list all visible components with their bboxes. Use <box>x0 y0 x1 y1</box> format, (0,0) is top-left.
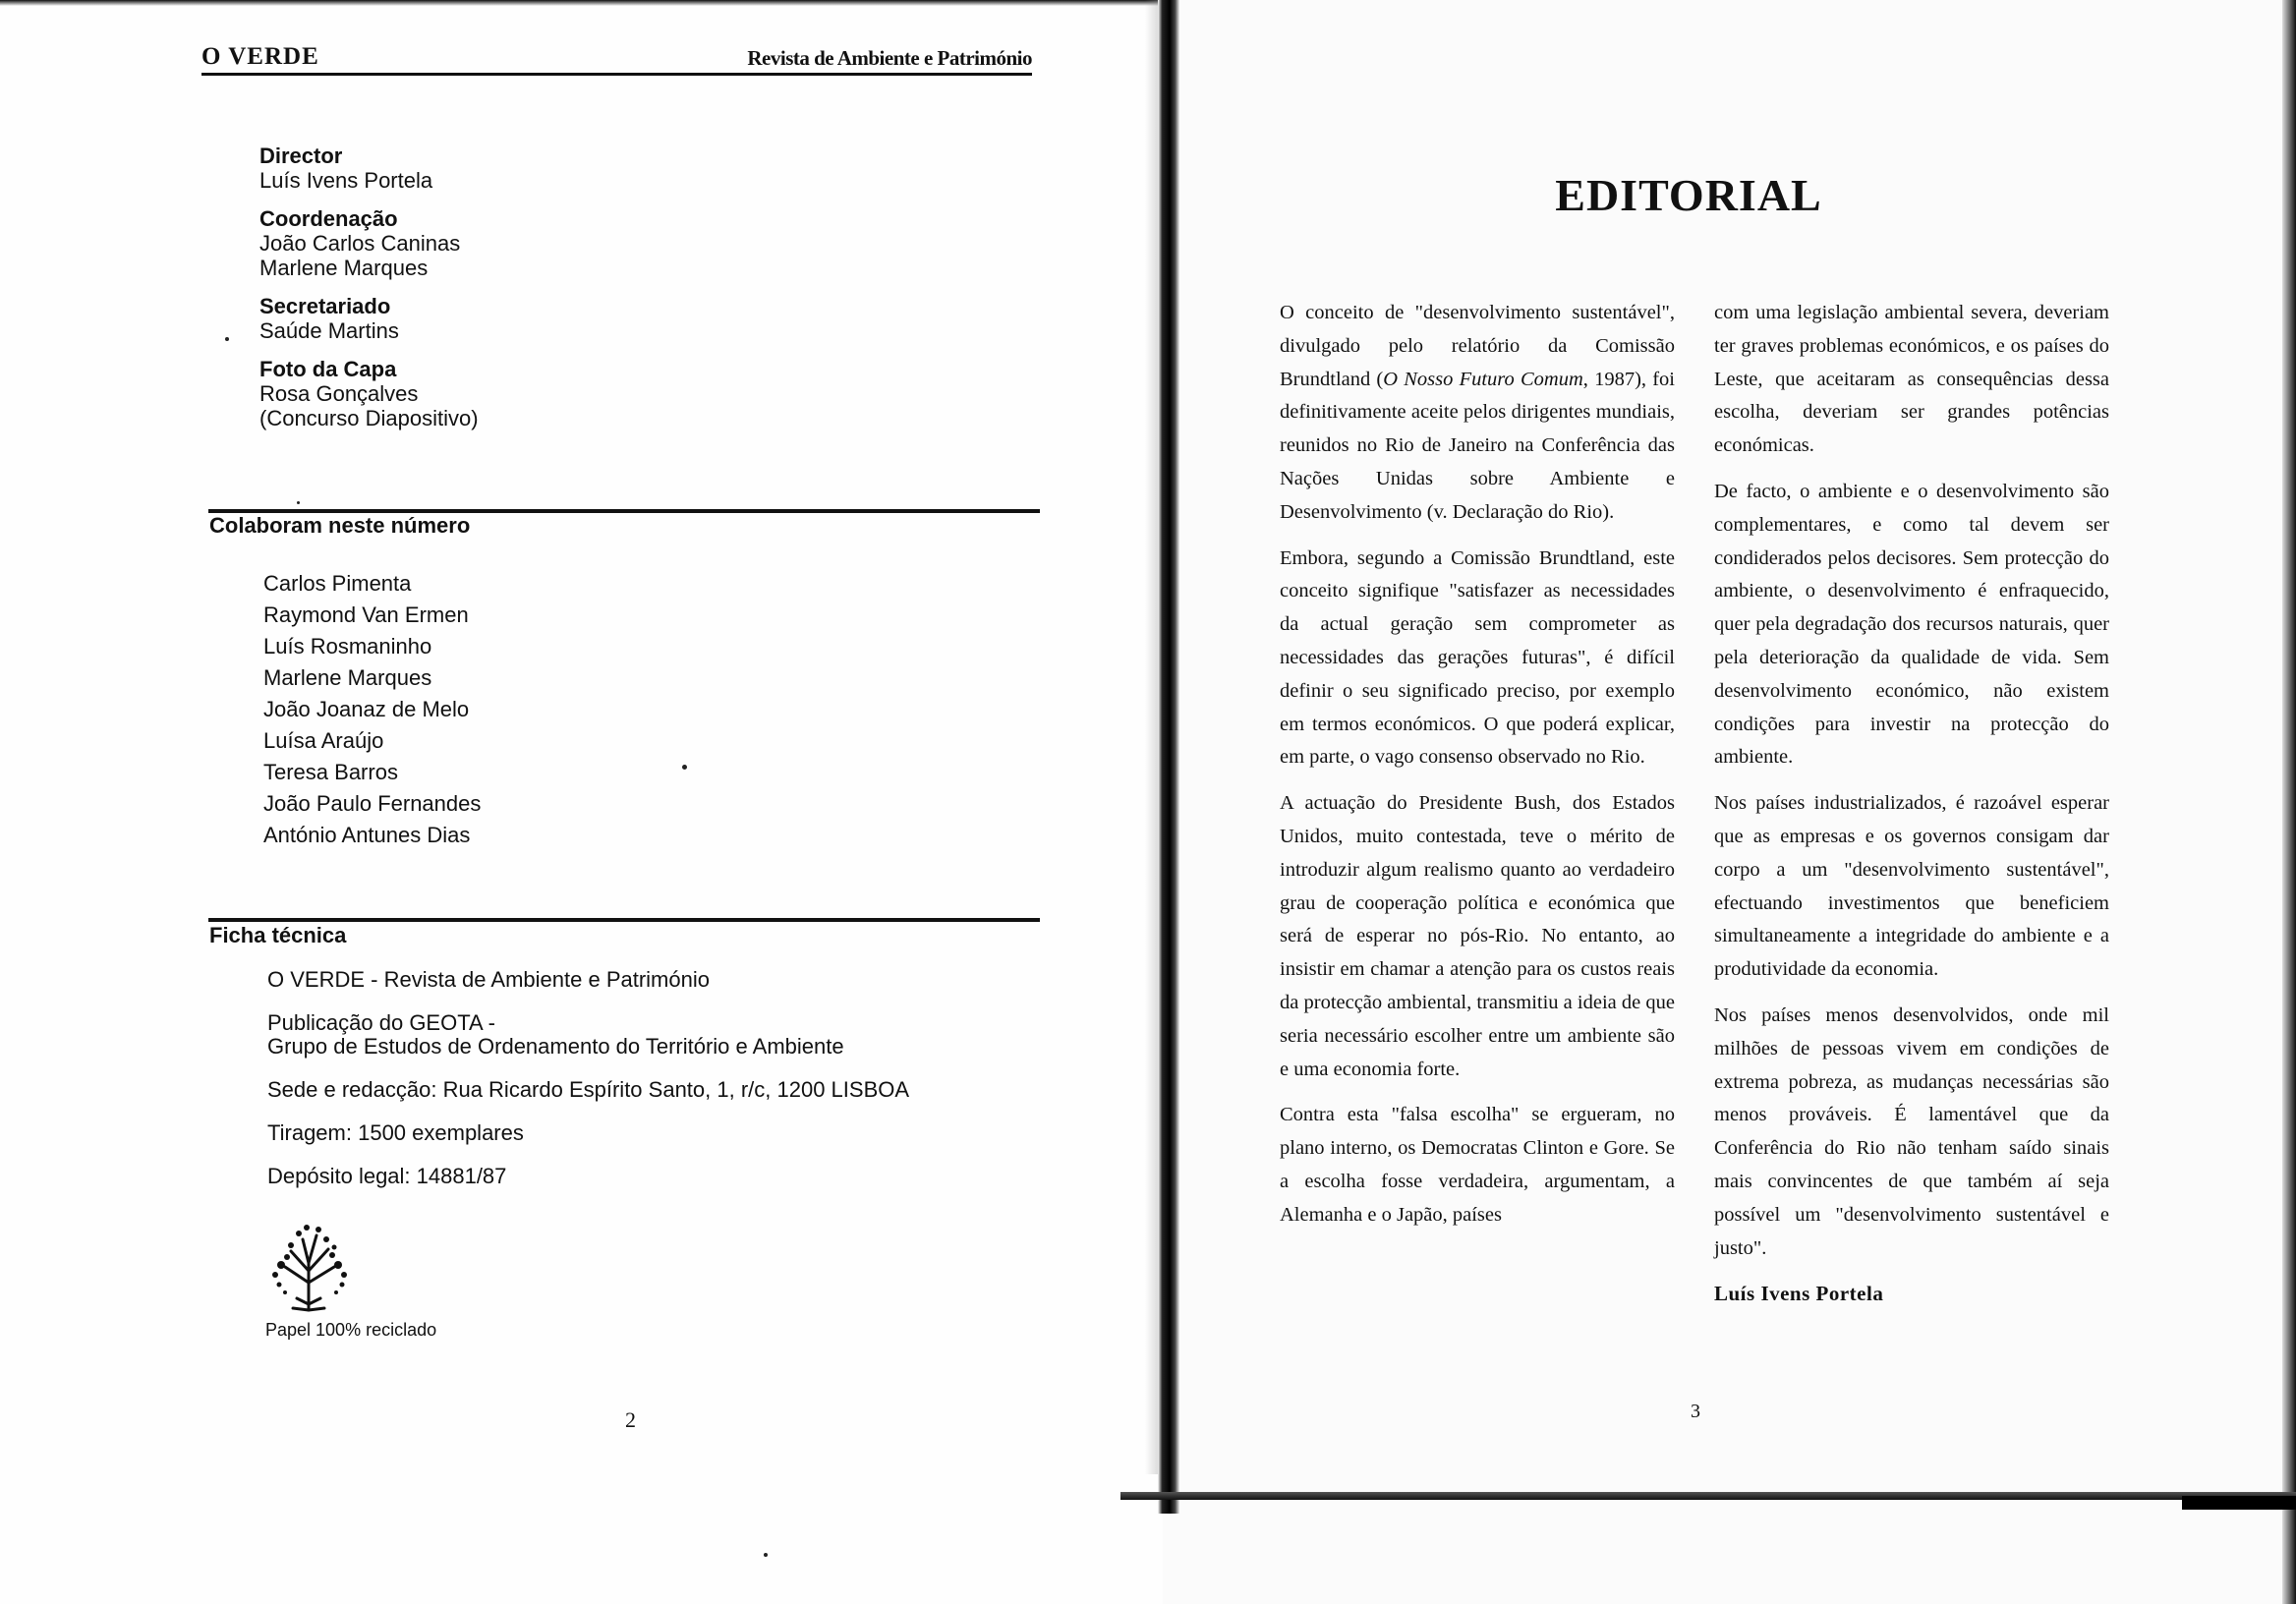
ficha-title: Ficha técnica <box>209 923 347 947</box>
paragraph: com uma legislação ambiental severa, deveriam ter graves problemas económicos, e os países do Leste, que aceitaram as consequências dessa escolha, deveriam ser grandes potências económicas. <box>1714 302 2109 457</box>
paragraph: Nos países menos desenvolvidos, onde mil milhões de pessoas vivem em condições de extrema pobreza, as mudanças necessárias são menos prováveis. É lamentável que da Conferência do Rio não tenham saído sinais mais convincentes de que também aí seja possível um "desenvolvimento sustentável e justo". <box>1714 1003 2109 1259</box>
list-item: António Antunes Dias <box>263 823 471 847</box>
list-item: João Paulo Fernandes <box>263 791 482 816</box>
scan-speck <box>225 337 229 341</box>
staff-role: Director <box>259 143 343 168</box>
list-item: Marlene Marques <box>263 665 432 690</box>
magazine-subtitle: Revista de Ambiente e Património <box>747 46 1032 70</box>
collaborators-list <box>263 568 755 851</box>
list-item: Carlos Pimenta <box>263 571 412 596</box>
staff-director <box>259 143 849 193</box>
publisher <box>267 1011 1054 1059</box>
paragraph: A actuação do Presidente Bush, dos Estados Unidos, muito contestada, teve o mérito de introduzir algum realismo quanto ao verdadeiro grau de cooperação política e económica que será de esperar no pós-Rio. No entanto, ao insistir em chamar a atenção para os custos reais da protecção ambiental, transmitiu a ideia de que seria necessário escolher entre um ambiente são e uma economia forte. <box>1280 792 1675 1080</box>
spine-shadow <box>1145 0 1159 1474</box>
legal-deposit: Depósito legal: 14881/87 <box>267 1164 507 1188</box>
staff-role: Coordenação <box>259 206 398 231</box>
list-item: Raymond Van Ermen <box>263 602 469 627</box>
staff-role: Secretariado <box>259 294 391 318</box>
top-shadow <box>0 0 1163 6</box>
list-item: Luísa Araújo <box>263 728 384 753</box>
list-item: Teresa Barros <box>263 760 398 784</box>
book-spine <box>1158 0 1179 1514</box>
staff-name: Saúde Martins <box>259 318 399 343</box>
author-signature: Luís Ivens Portela <box>1714 1282 1884 1306</box>
editorial-title: EDITORIAL <box>1555 170 1822 220</box>
bottom-corner <box>2182 1496 2296 1510</box>
ficha-tecnica <box>267 968 1054 1208</box>
staff-name: Rosa Gonçalves <box>259 381 419 406</box>
tree-icon <box>263 1222 358 1312</box>
page-number: 2 <box>625 1407 636 1432</box>
right-edge <box>2282 0 2296 1604</box>
paragraph: Embora, segundo a Comissão Brundtland, este conceito signifique "satisfazer as necessidades da actual geração sem comprometer as necessidades das gerações futuras", é difícil definir o seu significado preciso, por exemplo em termos económicos. O que poderá explicar, em parte, o vago consenso observado no Rio. <box>1280 546 1675 769</box>
address: Sede e redacção: Rua Ricardo Espírito Santo, 1, r/c, 1200 LISBOA <box>267 1077 910 1102</box>
staff-name: Marlene Marques <box>259 256 429 280</box>
section-divider <box>208 918 1040 922</box>
paragraph: Nos países industrializados, é razoável esperar que as empresas e os governos consigam dar corpo a um "desenvolvimento sustentável", efectuando investimentos que beneficiem simultaneamente a integridade do ambiente e a produtividade da economia. <box>1714 792 2109 981</box>
staff-name: Luís Ivens Portela <box>259 168 433 193</box>
scan-speck <box>682 765 687 770</box>
recycled-paper-note: Papel 100% reciclado <box>265 1320 437 1340</box>
publisher-line: Publicação do GEOTA - <box>267 1010 495 1035</box>
scan-speck <box>764 1553 768 1557</box>
staff-role: Foto da Capa <box>259 357 397 381</box>
magazine-name: O VERDE <box>201 43 319 70</box>
collaborators-title: Colaboram neste número <box>209 513 471 538</box>
list-item: João Joanaz de Melo <box>263 697 470 721</box>
list-item: Luís Rosmaninho <box>263 634 432 659</box>
staff-secretariat <box>259 294 849 343</box>
paragraph <box>1280 297 1675 530</box>
editorial-column-2 <box>1714 297 2109 1324</box>
book-title: O Nosso Futuro Comum <box>1383 368 1583 390</box>
publication-name: O VERDE - Revista de Ambiente e Património <box>267 967 710 992</box>
running-head <box>201 43 1032 76</box>
paragraph: Contra esta "falsa escolha" se ergueram, no plano interno, os Democratas Clinton e Gore. Se a escolha fosse verdadeira, argumentam, a Alemanha e o Japão, países <box>1280 1104 1675 1226</box>
paragraph-text: O conceito de "desenvolvimento sustentável", divulgado pelo relatório da Comissão Brundtland ( <box>1280 302 1675 390</box>
staff-name: João Carlos Caninas <box>259 231 461 256</box>
paragraph: De facto, o ambiente e o desenvolvimento são complementares, e como tal devem ser condiderados pelos decisores. Sem protecção do ambiente, o desenvolvimento é enfraquecido, quer pela degradação dos recursos naturais, quer pela deterioração da qualidade de vida. Sem desenvolvimento económico, não existem condições para investir na protecção do ambiente. <box>1714 480 2109 769</box>
staff-list <box>259 143 849 444</box>
staff-cover-photo <box>259 357 849 430</box>
scan-speck <box>297 501 300 504</box>
publisher-line: Grupo de Estudos de Ordenamento do Território e Ambiente <box>267 1034 844 1059</box>
paragraph-text: , 1987), foi definitivamente aceite pelos dirigentes mundiais, reunidos no Rio de Janeiro na Conferência das Nações Unidas sobre Ambiente e Desenvolvimento (v. Declaração do Rio). <box>1280 368 1675 523</box>
page-number: 3 <box>1691 1401 1700 1422</box>
editorial-column-1 <box>1280 297 1675 1245</box>
bottom-edge <box>1120 1492 2296 1500</box>
print-run: Tiragem: 1500 exemplares <box>267 1120 524 1145</box>
staff-name: (Concurso Diapositivo) <box>259 406 479 430</box>
staff-coordination <box>259 206 849 280</box>
